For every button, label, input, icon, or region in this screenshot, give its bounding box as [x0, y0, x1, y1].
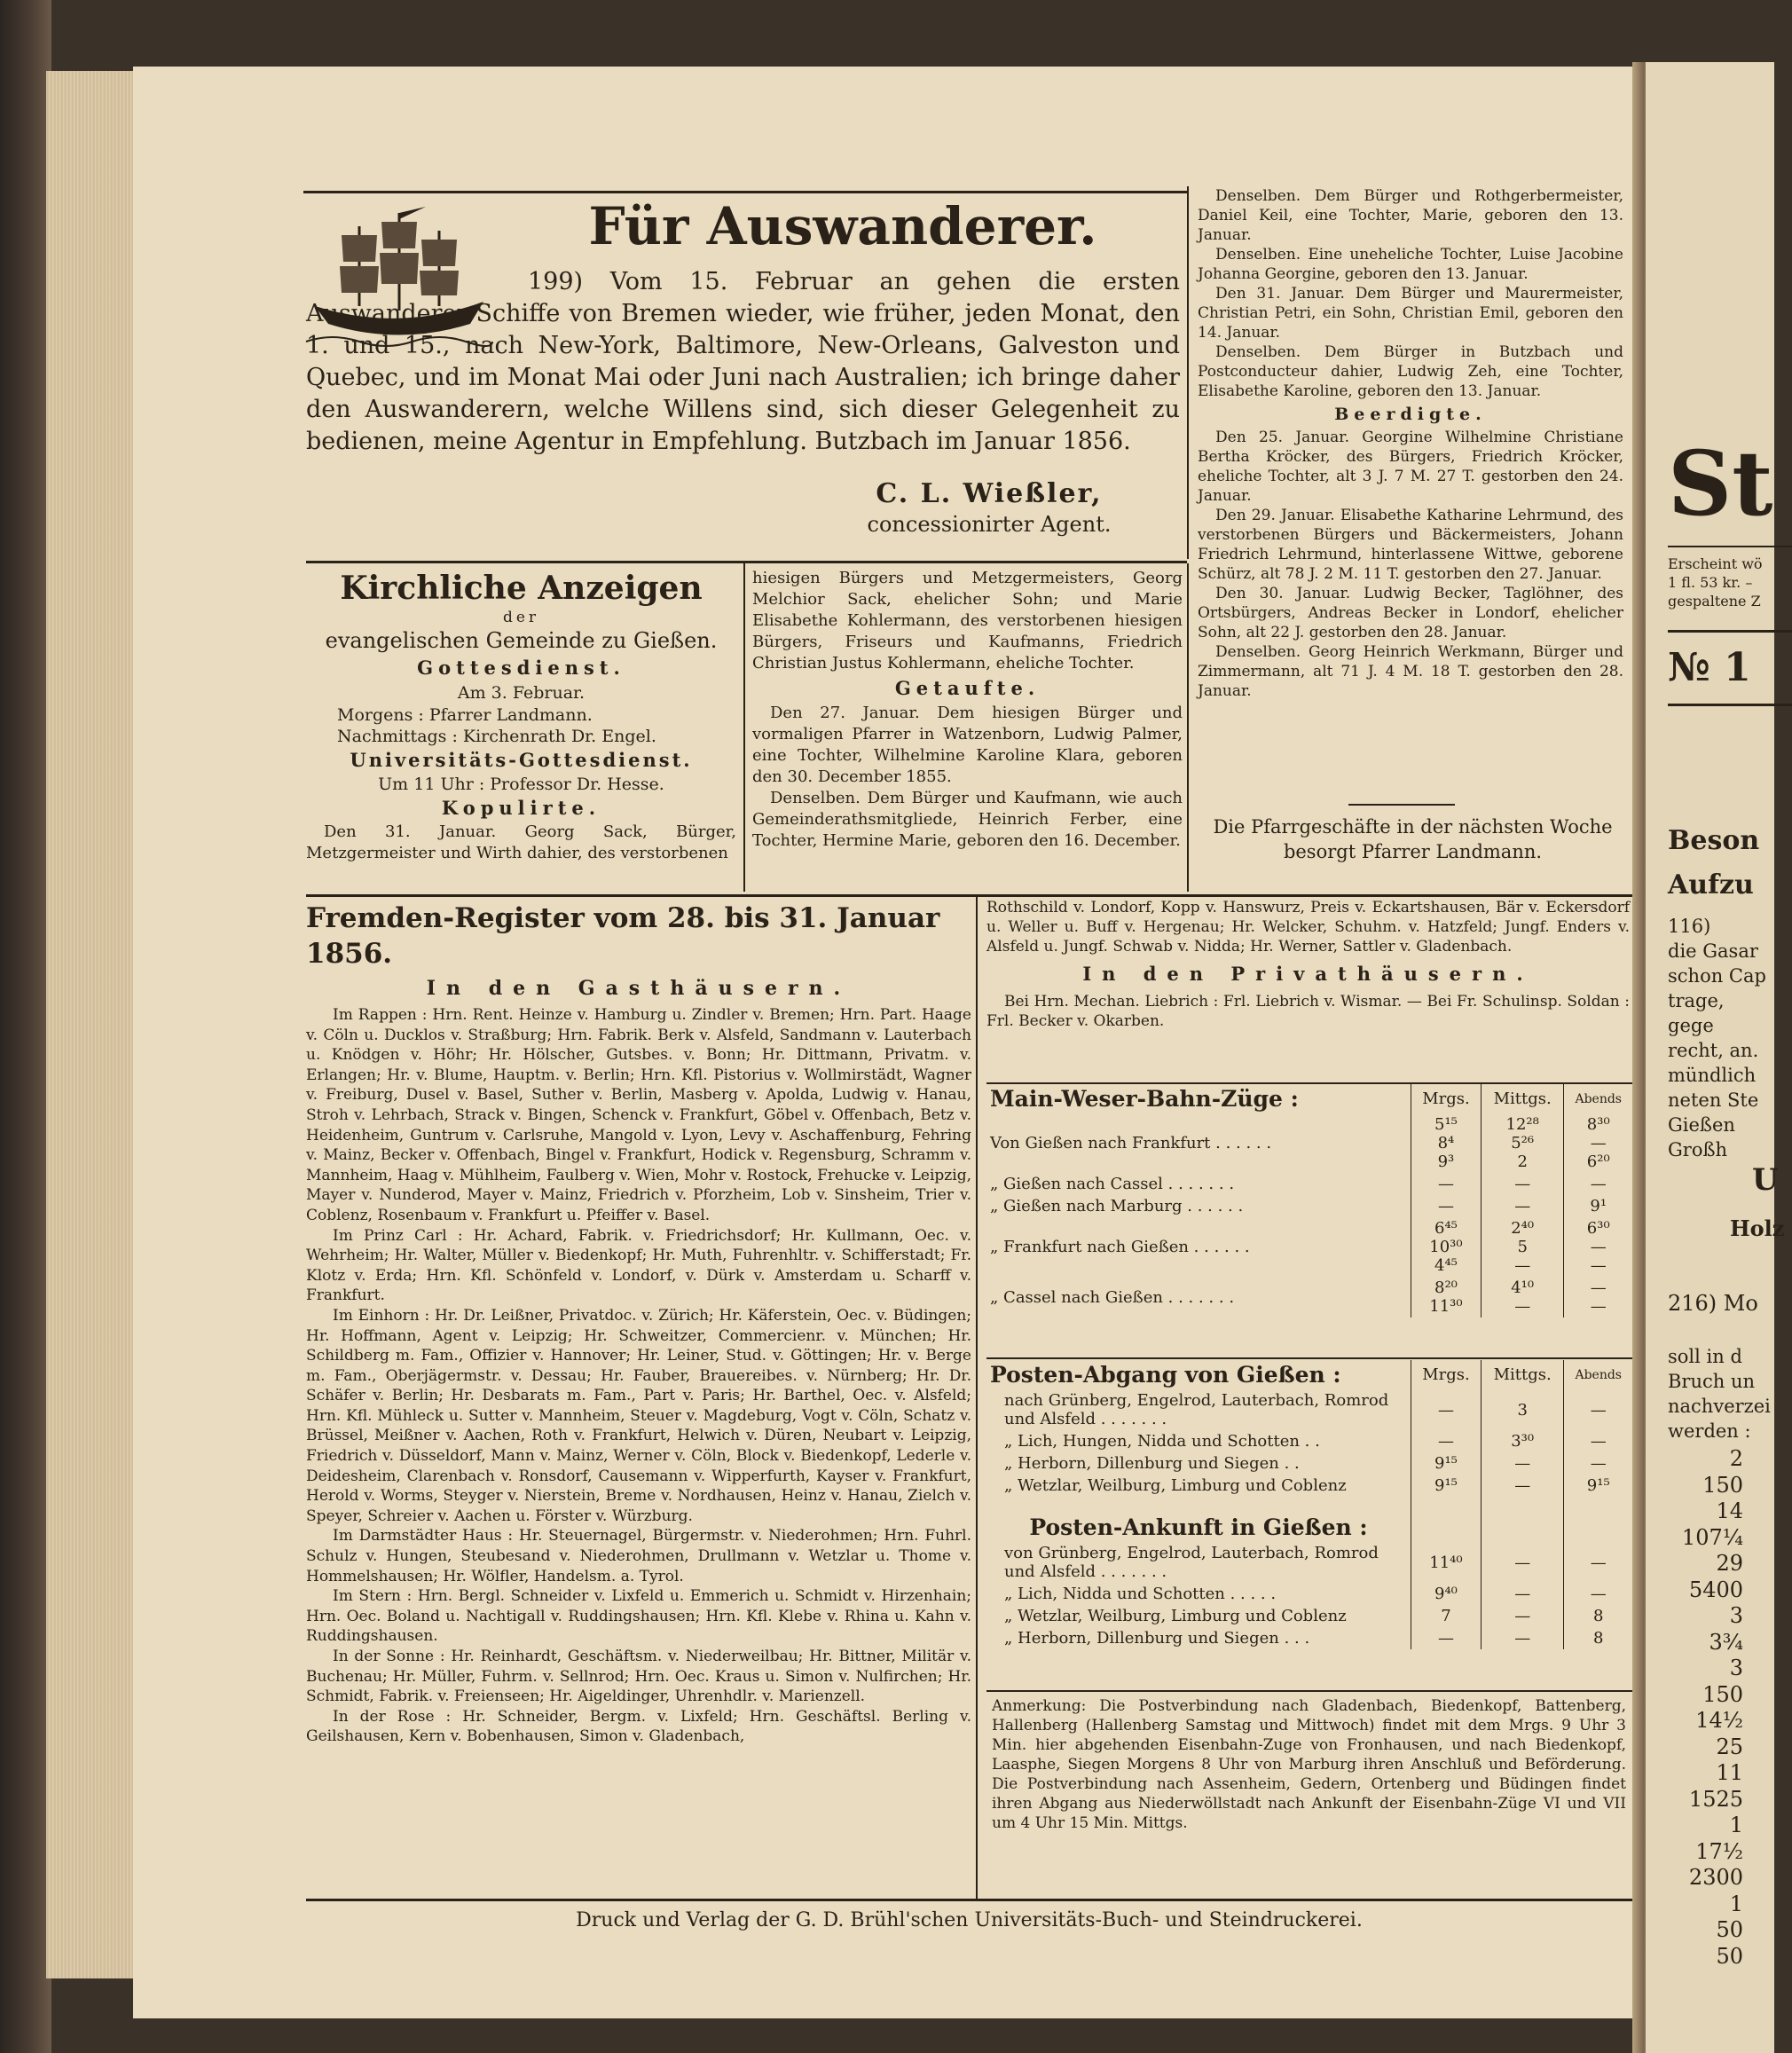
kopulirte-heading: Kopulirte. [441, 797, 601, 819]
time-cell: — [1564, 1430, 1632, 1452]
number-fragment: 14½ [1695, 1708, 1743, 1733]
number-fragment: 1 [1729, 1813, 1743, 1837]
text-fragment: recht, an. [1668, 1040, 1759, 1061]
time-cell: 7 [1411, 1605, 1482, 1627]
gottesdienst-heading: Gottesdienst. [417, 657, 625, 679]
heading-fragment: Aufzu [1668, 869, 1754, 901]
getaufte-entry: Den 27. Januar. Dem hiesigen Bürger und vormaligen Pfarrer in Watzenborn, Ludwig Palmer, eine Tochter, Wilhelmine Karoline Klara, geboren den 30. December 1855. [752, 704, 1183, 786]
privat-heading: In den Privathäusern. [1082, 963, 1534, 985]
right-col-entry: Denselben. Dem Bürger in Butzbach und Postconducteur dahier, Ludwig Zeh, eine Tochter, Elisabethe Karoline, geboren den 13. Januar. [1198, 343, 1623, 400]
time-cell: — — [1564, 1277, 1632, 1318]
time-cell: — [1481, 1452, 1564, 1475]
short-rule [1348, 804, 1455, 806]
section-rule [306, 894, 1632, 897]
register-rappen: Im Rappen : Hrn. Rent. Heinze v. Hamburg u. Zindler v. Bremen; Hrn. Part. Haage v. Cöln u. Ducklos v. Straßburg; Hrn. Fabrik. Berk v. Alsfeld, Sandmann v. Lauterbach u. Knödgen v. Höhr; Hr. Hölscher, Gutsbes. v. Bonn; Hr. Dittmann, Privatm. v. Erlangen; Hr. v. Blume, Hauptm. v. Berlin; Hrn. Kfl. Pistorius v. Wollmirstädt, Wagner v. Freiburg, Dusel v. Basel, Suther v. Berlin, Masberg v. Apolda, Ludwig v. Hanau, Stroh v. Lehrbach, Strack v. Bingen, Schenck v. Frankfurt, Göbel v. Offenbach, Betz v. Heidenheim, Guntrum v. Carlsruhe, Mangold v. Lyon, Levy v. Aschaffenburg, Fehring v. Mainz, Becker v. Offenbach, Bingel v. Frankfurt, Hodick v. Regensburg, Schramm v. Mannheim, Haag v. Mühlheim, Faulberg v. Wien, Mohr v. Rostock, Frehucke v. Leipzig, Mayer v. Nunderod, Mayer v. Mainz, Friedrich v. Pforzheim, Lob v. Sinsheim, Trier v. Coblenz, Rosenbaum v. Frankfurt u. Pfeiffer v. Basel. [306, 1006, 971, 1224]
table-rule [986, 1690, 1632, 1692]
number-fragment: 107¼ [1681, 1524, 1743, 1550]
text-fragment: Gießen [1668, 1114, 1735, 1136]
text-fragment: schon Cap [1668, 965, 1766, 987]
number-fragment: 50 [1716, 1943, 1743, 1969]
time-cell: 8 [1564, 1627, 1632, 1649]
gottesdienst-date: Am 3. Februar. [457, 683, 586, 703]
kirchliche-title: Kirchliche Anzeigen [340, 570, 703, 607]
register-einhorn: Im Einhorn : Hr. Dr. Leißner, Privatdoc. v. Zürich; Hr. Käferstein, Oec. v. Büdingen; Hr. Hoffmann, Agent v. Leipzig; Hr. Schweitzer, Commercienr. v. München; Hr. Schildberg m. Fam., Offizier v. Hannover; Hr. Leiner, Stud. v. Göttingen; Hr. v. Berge m. Fam., Oberjägermstr. v. Dessau; Hr. Fauber, Brauereibes. v. Nürnberg; Hr. Dr. Schäfer v. Berlin; Hr. Desbarats m. Fam., Part v. Paris; Hr. Barthel, Oec. v. Alsfeld; Hrn. Kfl. Mühleck u. Sutter v. Mannheim, Steuer v. Magdeburg, Vogt v. Cöln, Schatz v. Brüssel, Meißner v. Aachen, Roth v. Frankfurt, Helwich v. Düren, Neubart v. Leipzig, Friedrich v. Düsseldorf, Mann v. Mainz, Werner v. Cöln, Block v. Biedenkopf, Lederle v. Deidesheim, Clarenbach v. Ronsdorf, Causemann v. Wipperfurth, Kayser v. Frankfurt, Herold v. Worms, Steyger v. Nierstein, Breme v. Nordhausen, Heinz v. Hanau, Zielch v. Speyer, Schreier v. Aachen u. Förster v. Würzburg. [306, 1306, 971, 1525]
route: „ Wetzlar, Weilburg, Limburg und Coblenz [1004, 1476, 1347, 1495]
posten-abgang-table [986, 1360, 1632, 1649]
time-cell: — [1564, 1173, 1632, 1195]
time-cell: 8 [1564, 1605, 1632, 1627]
right-col-entry: Denselben. Dem Bürger und Rothgerbermeister, Daniel Keil, eine Tochter, Marie, geboren den 13. Januar. [1198, 187, 1623, 244]
route: „ Wetzlar, Weilburg, Limburg und Coblenz [1004, 1607, 1347, 1625]
route: „ Gießen nach Cassel . . . . . . . [990, 1175, 1235, 1193]
register-darmstaedter: Im Darmstädter Haus : Hr. Steuernagel, Bürgermstr. v. Niederohmen; Hrn. Fuhrl. Schulz v. Hungen, Steubesand v. Niederohmen, Drullmann v. Wetzlar u. Thome v. Hommelshausen; Hr. Wölfler, Handelsm. a. Tyrol. [306, 1527, 971, 1585]
route: „ Lich, Hungen, Nidda und Schotten . . [1004, 1432, 1320, 1451]
time-cell: 5¹⁵ 8⁴ 9³ [1411, 1113, 1482, 1173]
time-cell: 8²⁰ 11³⁰ [1411, 1277, 1482, 1318]
time-cell: — [1481, 1627, 1564, 1649]
route: „ Cassel nach Gießen . . . . . . . [990, 1287, 1235, 1307]
time-cell: 3³⁰ [1481, 1430, 1564, 1452]
beerdigte-entry: Denselben. Georg Heinrich Werkmann, Bürger und Zimmermann, alt 71 J. 4 M. 18 T. gestorben den 28. Januar. [1198, 643, 1623, 700]
text-fragment: soll in d [1668, 1346, 1742, 1367]
table-rule [986, 1357, 1632, 1359]
book-binding [0, 0, 51, 2053]
gottesdienst-morgens: Morgens : Pfarrer Landmann. [337, 705, 593, 725]
auswanderer-body: 199) Vom 15. Februar an gehen die ersten Auswanderer-Schiffe von Bremen wieder, wie früher, jeden Monat, den 1. und 15., nach New-York, Baltimore, New-Orleans, Galveston und Quebec, und im Monat Mai oder Juni nach Australien; ich bringe daher den Auswanderern, welche Willens sind, sich dieser Gelegenheit zu bedienen, meine Agentur in Empfehlung. Butzbach im Januar 1856. [306, 268, 1180, 455]
route: Von Gießen nach Frankfurt . . . . . . [990, 1134, 1272, 1152]
right-col-entry: Den 31. Januar. Dem Bürger und Maurermeister, Christian Petri, ein Sohn, Christian Emil, geboren den 14. Januar. [1198, 285, 1623, 342]
divider [1187, 563, 1189, 892]
time-cell: — [1481, 1173, 1564, 1195]
route: „ Frankfurt nach Gießen . . . . . . [990, 1238, 1250, 1256]
uni-heading: Universitäts-Gottesdienst. [350, 749, 693, 771]
auswanderer-signature-role: concessionirter Agent. [867, 512, 1112, 537]
divider [976, 896, 978, 1899]
register-rose: In der Rose : Hr. Schneider, Bergm. v. Lixfeld; Hrn. Geschäftsl. Berling v. Geilshausen, Kern v. Bobenhausen, Simon v. Gladenbach, [306, 1707, 971, 1746]
col-header: Mrgs. [1411, 1360, 1482, 1389]
time-cell: — [1481, 1542, 1564, 1583]
anmerkung: Anmerkung: Die Postverbindung nach Gladenbach, Biedenkopf, Battenberg, Hallenberg (Hallenberg Samstag und Mittwoch) findet mit dem Mrgs. 9 Uhr 3 Min. hier abgehenden Eisenbahn-Zuge von Fronhausen, und nach Biedenkopf, Laasphe, Siegen Morgens 8 Uhr von Marburg ihren Anschluß und Beförderung. Die Postverbindung nach Assenheim, Gedern, Ortenberg und Büdingen findet ihren Abgang aus Niederwöllstadt nach Ankunft der Eisenbahn-Züge VI und VII um 4 Uhr 15 Min. Mittgs. [992, 1697, 1626, 1832]
time-cell: 8³⁰ — 6²⁰ [1564, 1113, 1632, 1173]
time-cell: 9¹⁵ [1411, 1452, 1482, 1475]
text-fragment: neten Ste [1668, 1089, 1759, 1111]
time-cell: — [1564, 1389, 1632, 1430]
heading-fragment: U [1752, 1162, 1779, 1198]
kirchliche-col2: hiesigen Bürgers und Metzgermeisters, Georg Melchior Sack, ehelicher Sohn; und Marie Elisabethe Kohlermann, des verstorbenen hiesigen Bürgers, Friseurs und Kaufmanns, Friedrich Christian Justus Kohlermann, eheliche Tochter. [752, 569, 1183, 673]
time-cell: 9¹⁵ [1411, 1475, 1482, 1497]
route: „ Gießen nach Marburg . . . . . . [990, 1197, 1244, 1215]
fremden-title: Fremden-Register vom 28. bis 31. Januar 1856. [306, 902, 940, 970]
text-fragment: Großh [1668, 1139, 1728, 1160]
beerdigte-heading: Beerdigte. [1334, 405, 1487, 424]
time-cell: 6⁴⁵ 10³⁰ 4⁴⁵ [1411, 1217, 1482, 1277]
masthead-line: Erscheint wö [1668, 555, 1763, 572]
heading-fragment: Beson [1668, 825, 1760, 856]
number-fragment: 25 [1716, 1734, 1743, 1759]
text-fragment: 116) [1668, 916, 1711, 937]
col-header: Mittgs. [1481, 1084, 1564, 1113]
text-fragment: Bruch un [1668, 1371, 1756, 1392]
imprint-footer: Druck und Verlag der G. D. Brühl'schen Universitäts-Buch- und Steindruckerei. [576, 1909, 1363, 1931]
bottom-rule [306, 1899, 1632, 1901]
time-cell: 4¹⁰ — [1481, 1277, 1564, 1318]
time-cell: 6³⁰ — — [1564, 1217, 1632, 1277]
time-cell: 2⁴⁰ 5 — [1481, 1217, 1564, 1277]
number-fragment: 150 [1702, 1681, 1743, 1707]
route: „ Herborn, Dillenburg und Siegen . . [1004, 1454, 1300, 1473]
divider [1187, 186, 1189, 559]
kirchliche-sub: der [502, 609, 540, 626]
top-rule [303, 191, 1189, 193]
number-fragment: 11 [1716, 1760, 1743, 1785]
route: „ Lich, Nidda und Schotten . . . . . [1004, 1585, 1277, 1603]
main-weser-table [986, 1084, 1632, 1318]
time-cell: — [1481, 1195, 1564, 1217]
number-fragment: 1 [1729, 1891, 1743, 1916]
route: nach Grünberg, Engelrod, Lauterbach, Romrod und Alsfeld . . . . . . . [1004, 1391, 1389, 1428]
gasthaeuser-heading: In den Gasthäusern. [426, 977, 852, 1000]
number-fragment: 2300 [1688, 1865, 1743, 1890]
pfarrgeschaefte: Die Pfarrgeschäfte in der nächsten Woche besorgt Pfarrer Landmann. [1213, 816, 1613, 862]
text-fragment: 216) Mo [1668, 1291, 1758, 1316]
posten-ankunft-title: Posten-Ankunft in Gießen : [1029, 1514, 1368, 1540]
register-prinz-carl: Im Prinz Carl : Hr. Achard, Fabrik. v. Friedrichsdorf; Hr. Kullmann, Oec. v. Wehrheim; Hr. Walter, Müller v. Biedenkopf; Hr. Muth, Fuhrenhltr. v. Schifferstadt; Fr. Klotz v. Erda; Hrn. Kfl. Schönfeld v. Londorf, v. Dürk v. Amsterdam u. Scharff v. Frankfurt. [306, 1226, 971, 1305]
time-cell: — [1481, 1605, 1564, 1627]
time-cell: 3 [1481, 1389, 1564, 1430]
masthead-fragment: St [1668, 431, 1773, 536]
col-header: Abends [1564, 1360, 1632, 1389]
time-cell: — [1564, 1452, 1632, 1475]
right-col-entry: Denselben. Eine uneheliche Tochter, Luise Jacobine Johanna Georgine, geboren den 13. Januar. [1198, 246, 1623, 283]
col-header: Mittgs. [1481, 1360, 1564, 1389]
kopulirte-text: Den 31. Januar. Georg Sack, Bürger, Metzgermeister und Wirth dahier, des verstorbenen [306, 822, 736, 862]
register-sonne: In der Sonne : Hr. Reinhardt, Geschäftsm. v. Niederweilbau; Hr. Bittner, Militär v. Buchenau; Hr. Müller, Fuhrm. v. Sellnrod; Hrn. Oec. Kraus u. Simon v. Nulfirchen; Hr. Schmidt, Fabrik. v. Freienseen; Hr. Aigeldinger, Uhrenhdlr. v. Marienzell. [306, 1648, 971, 1706]
text-fragment: mündlich [1668, 1065, 1757, 1086]
number-fragment: 3 [1729, 1656, 1743, 1680]
masthead-line: 1 fl. 53 kr. – [1668, 574, 1753, 591]
number-fragment: 1525 [1688, 1786, 1743, 1812]
time-cell: 9¹⁵ [1564, 1475, 1632, 1497]
gottesdienst-nachmittags: Nachmittags : Kirchenrath Dr. Engel. [337, 727, 656, 746]
masthead-line: gespaltene Z [1668, 593, 1761, 610]
text-fragment: nachverzei [1668, 1396, 1771, 1417]
time-cell: — [1411, 1627, 1482, 1649]
text-fragment: werden : [1668, 1420, 1751, 1442]
time-cell: 9⁴⁰ [1411, 1583, 1482, 1605]
text-fragment: trage, gege [1668, 990, 1725, 1036]
privat-text: Bei Hrn. Mechan. Liebrich : Frl. Liebrich v. Wismar. — Bei Fr. Schulinsp. Soldan : Frl. Becker v. Okarben. [986, 993, 1630, 1030]
route: von Grünberg, Engelrod, Lauterbach, Romrod und Alsfeld . . . . . . . [1004, 1544, 1379, 1581]
heading-fragment: Holz [1730, 1215, 1785, 1241]
main-weser-title: Main-Weser-Bahn-Züge : [990, 1086, 1299, 1112]
next-page-fragment [1646, 62, 1785, 2053]
divider [743, 563, 745, 892]
route: „ Herborn, Dillenburg und Siegen . . . [1004, 1629, 1310, 1648]
getaufte-entry: Denselben. Dem Bürger und Kaufmann, wie auch Gemeinderathsmitgliede, Heinrich Ferber, eine Tochter, Hermine Marie, geboren den 16. December. [752, 789, 1183, 850]
kirchliche-sub: evangelischen Gemeinde zu Gießen. [325, 628, 718, 653]
time-cell: — [1411, 1195, 1482, 1217]
number-fragment: 29 [1716, 1551, 1743, 1576]
number-fragment: 50 [1716, 1917, 1743, 1942]
time-cell: — [1411, 1173, 1482, 1195]
time-cell: — [1564, 1583, 1632, 1605]
getaufte-heading: Getaufte. [894, 677, 1041, 699]
posten-abgang-title: Posten-Abgang von Gießen : [990, 1362, 1341, 1388]
auswanderer-signature-name: C. L. Wießler, [876, 478, 1103, 509]
uni-text: Um 11 Uhr : Professor Dr. Hesse. [378, 775, 664, 794]
number-fragment: 3 [1729, 1603, 1743, 1628]
number-fragment: 150 [1702, 1472, 1743, 1498]
text-fragment: die Gasar [1668, 940, 1758, 962]
auswanderer-title: Für Auswanderer. [588, 196, 1097, 256]
section-rule [306, 561, 1187, 563]
number-fragment: 2 [1729, 1446, 1743, 1471]
time-cell: 12²⁸ 5²⁶ 2 [1481, 1113, 1564, 1173]
number-fragment: 5400 [1688, 1577, 1743, 1602]
time-cell: — [1564, 1542, 1632, 1583]
time-cell: — [1411, 1430, 1482, 1452]
col-header: Mrgs. [1411, 1084, 1482, 1113]
time-cell: — [1411, 1389, 1482, 1430]
beerdigte-entry: Den 30. Januar. Ludwig Becker, Taglöhner, des Ortsbürgers, Andreas Becker in Londorf, ehelicher Sohn, alt 22 J. gestorben den 28. Januar. [1198, 585, 1623, 641]
number-fragment: 17½ [1695, 1838, 1743, 1864]
number-fragment: 14 [1716, 1498, 1743, 1523]
time-cell: — [1481, 1475, 1564, 1497]
register-continued: Rothschild v. Londorf, Kopp v. Hanswurz, Preis v. Eckartshausen, Bär v. Eckersdorf u. Weller u. Buff v. Hergenau; Hr. Welcker, Schuhm. v. Hatzfeld; Jungf. Enders v. Alsfeld u. Jungf. Schwab v. Nidda; Hr. Werner, Sattler v. Gladenbach. [986, 899, 1630, 956]
issue-number: № 1 [1668, 630, 1792, 706]
beerdigte-entry: Den 29. Januar. Elisabethe Katharine Lehrmund, des verstorbenen Bürgers und Bäckermeisters, Johann Friedrich Lehrmund, hinterlassene Wittwe, geborene Schürz, alt 78 J. 2 M. 11 T. gestorben den 27. Januar. [1198, 507, 1623, 583]
register-stern: Im Stern : Hrn. Bergl. Schneider v. Lixfeld u. Emmerich u. Schmidt v. Hirzenhain; Hrn. Oec. Boland u. Nachtigall v. Ruddingshausen; Hrn. Kfl. Klebe v. Rhina u. Kahn v. Ruddingshausen. [306, 1587, 971, 1646]
number-fragment: 3¾ [1709, 1629, 1743, 1655]
time-cell: — [1481, 1583, 1564, 1605]
time-cell: 11⁴⁰ [1411, 1542, 1482, 1583]
beerdigte-entry: Den 25. Januar. Georgine Wilhelmine Christiane Bertha Kröcker, des Bürgers, Friedrich Kröcker, eheliche Tochter, alt 3 J. 7 M. 27 T. gestorben den 24. Januar. [1198, 429, 1623, 505]
time-cell: 9¹ [1564, 1195, 1632, 1217]
col-header: Abends [1564, 1084, 1632, 1113]
